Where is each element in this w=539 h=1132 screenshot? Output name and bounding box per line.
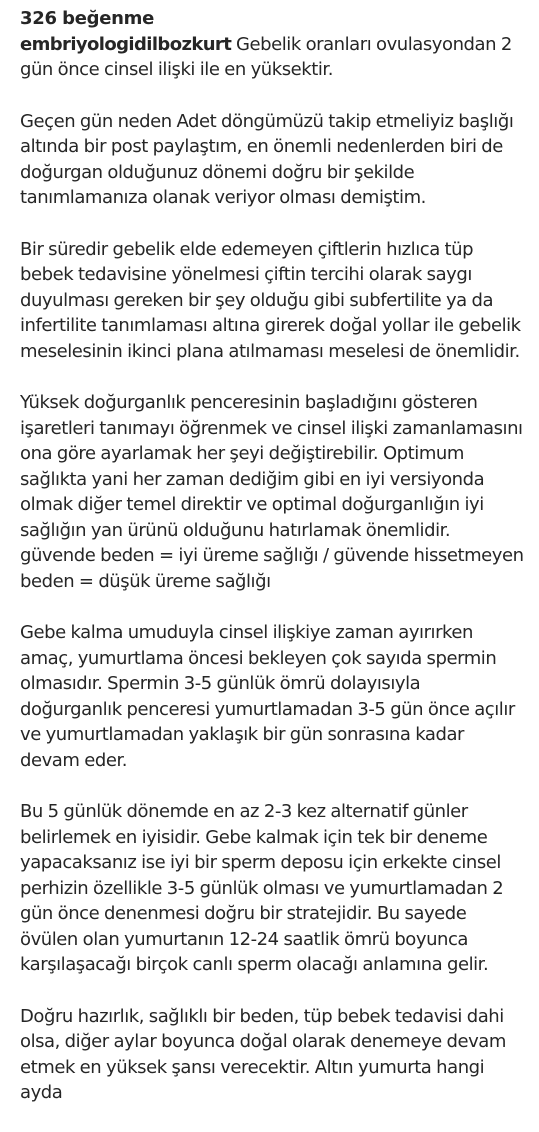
caption-intro (20, 32, 525, 83)
like-count[interactable]: 326 beğenme (20, 8, 155, 29)
caption-paragraph: Gebe kalma umuduyla cinsel ilişkiye zaman ayırırken amaç, yumurtlama öncesi bekleyen çok sayıda spermin olmasıdır. Spermin 3-5 günlük ömrü dolayısıyla doğurganlık penceresi yumurtlamadan 3-5 gün önce açılır ve yumurtlamadan yaklaşık bir gün sonrasına kadar devam eder. (20, 622, 515, 771)
post-caption (20, 6, 525, 1132)
username-link[interactable]: embriyologidilbozkurt (20, 33, 232, 55)
caption-paragraph: Yüksek doğurganlık penceresinin başladığını gösteren işaretleri tanımayı öğrenmek ve cinsel ilişki zamanlamasını ona göre ayarlamak her şeyi değiştirebilir. Optimum sağlıkta yani her zaman dediğim gibi en iyi versiyonda olmak diğer temel direktir ve optimal doğurganlığın iyi sağlığın yan ürünü olduğunu hatırlamak önemlidir. güvende beden = iyi üreme sağlığı / güvende hissetmeyen beden = düşük üreme sağlığı (20, 392, 524, 592)
caption-paragraph: Doğru hazırlık, sağlıklı bir beden, tüp bebek tedavisi dahi olsa, diğer aylar boyunca doğal olarak denemeye devam etmek en yüksek şansı verecektir. Altın yumurta hangi ayda (20, 1005, 506, 1103)
caption-paragraph: Bu 5 günlük dönemde en az 2-3 kez alternatif günler belirlemek en iyisidir. Gebe kalmak için tek bir deneme yapacaksanız ise iyi bir sperm deposu için erkekte cinsel perhizin özellikle 3-5 günlük olması ve yumurtlamadan 2 gün önce denenmesi doğru bir stratejidir. Bu sayede övülen olan yumurtanın 12-24 saatlik ömrü boyunca karşılaşacağı birçok canlı sperm olacağı anlamına gelir. (20, 801, 504, 975)
caption-intro-text: Gebelik oranları ovulasyondan 2 gün önce cinsel ilişki ile en yüksektir. (20, 33, 512, 80)
caption-paragraph: Geçen gün neden Adet döngümüzü takip etmeliyiz başlığı altında bir post paylaştım, en önemli nedenlerden biri de doğurgan olduğunuz dönemi doğru bir şekilde tanımlamanıza olanak veriyor olması demiştim. (20, 110, 514, 208)
caption-paragraph: Bir süredir gebelik elde edemeyen çiftlerin hızlıca tüp bebek tedavisine yönelmesi çiftin tercihi olarak saygı duyulması gereken bir şey olduğu gibi subfertilite ya da infertilite tanımlaması altına girerek doğal yollar ile gebelik meselesinin ikinci plana atılmaması meselesi de önemlidir. (20, 238, 521, 362)
